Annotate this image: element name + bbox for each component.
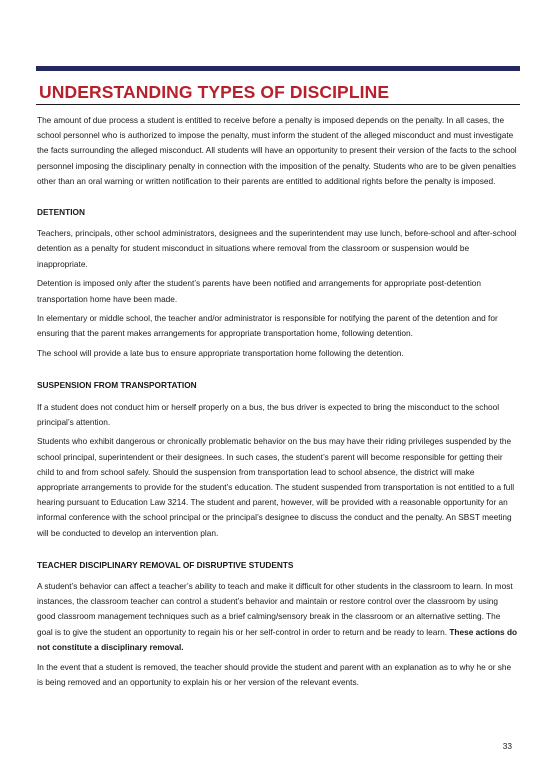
suspension-paragraph-1: If a student does not conduct him or herself properly on a bus, the bus driver is expected to bring the misconduct to the school principal’s attention. xyxy=(37,401,500,427)
section-heading-detention: DETENTION xyxy=(37,207,85,218)
removal-paragraph-1-text: A student’s behavior can affect a teacher’s ability to teach and make it difficult for other students in the classroom to learn. In most instances, the classroom teacher can control a student’s behavior and maintain or restore control over the classroom by using good classroom management techniques such as a brief calming/sensory break in the classroom or an alternative setting. The goal is to give the student an opportunity to regain his or her self-control in order to return and be ready to learn. xyxy=(37,581,513,637)
section-heading-removal: TEACHER DISCIPLINARY REMOVAL OF DISRUPTIVE STUDENTS xyxy=(37,559,294,570)
document-body xyxy=(37,113,518,695)
section-heading-suspension: SUSPENSION FROM TRANSPORTATION xyxy=(37,380,197,391)
title-underline xyxy=(36,104,520,105)
header-rule xyxy=(36,66,520,71)
page-number: 33 xyxy=(502,741,512,751)
detention-paragraph-1: Teachers, principals, other school administrators, designees and the superintendent may use lunch, before-school and after-school detention as a penalty for student misconduct in situations where removal from the classroom or suspension would be inappropriate. xyxy=(37,228,517,269)
detention-paragraph-3: In elementary or middle school, the teacher and/or administrator is responsible for notifying the parent of the detention and for ensuring that the parent makes arrangements for appropriate transportation home, following detention. xyxy=(37,313,498,339)
suspension-paragraph-2: Students who exhibit dangerous or chronically problematic behavior on the bus may have their riding privileges suspended by the school principal, superintendent or their designees. In such cases, the student’s parent will become responsible for getting their child to and from school safely. Should the suspension from transportation lead to school absence, the district will make appropriate arrangements to provide for the student’s education. The student suspended from transportation is not entitled to a full hearing pursuant to Education Law 3214. The student and parent, however, will be provided with a reasonable opportunity for an informal conference with the school principal or the principal’s designee to discuss the conduct and the penalty. An SBST meeting will be conducted to develop an intervention plan. xyxy=(37,436,515,538)
page-title: UNDERSTANDING TYPES OF DISCIPLINE xyxy=(39,82,390,102)
detention-paragraph-2: Detention is imposed only after the student’s parents have been notified and arrangements for appropriate post-detention transportation home have been made. xyxy=(37,278,482,304)
removal-paragraph-1 xyxy=(37,579,518,655)
removal-paragraph-2: In the event that a student is removed, the teacher should provide the student and parent with an explanation as to why he or she is being removed and an opportunity to explain his or her version of the relevant events. xyxy=(37,661,512,687)
detention-paragraph-4: The school will provide a late bus to ensure appropriate transportation home following the detention. xyxy=(37,348,404,359)
intro-paragraph: The amount of due process a student is entitled to receive before a penalty is imposed depends on the penalty. In all cases, the school personnel who is authorized to impose the penalty, must inform the student of the alleged misconduct and must investigate the facts surrounding the alleged misconduct. All students will have an opportunity to present their version of the facts to the school personnel imposing the disciplinary penalty in connection with the imposition of the penalty. Students who are to be given penalties other than an oral warning or written notification to their parents are entitled to additional rights before the penalty is imposed. xyxy=(37,115,517,186)
removal-paragraph-1-emphasis: These actions do not constitute a disciplinary removal. xyxy=(37,626,518,652)
